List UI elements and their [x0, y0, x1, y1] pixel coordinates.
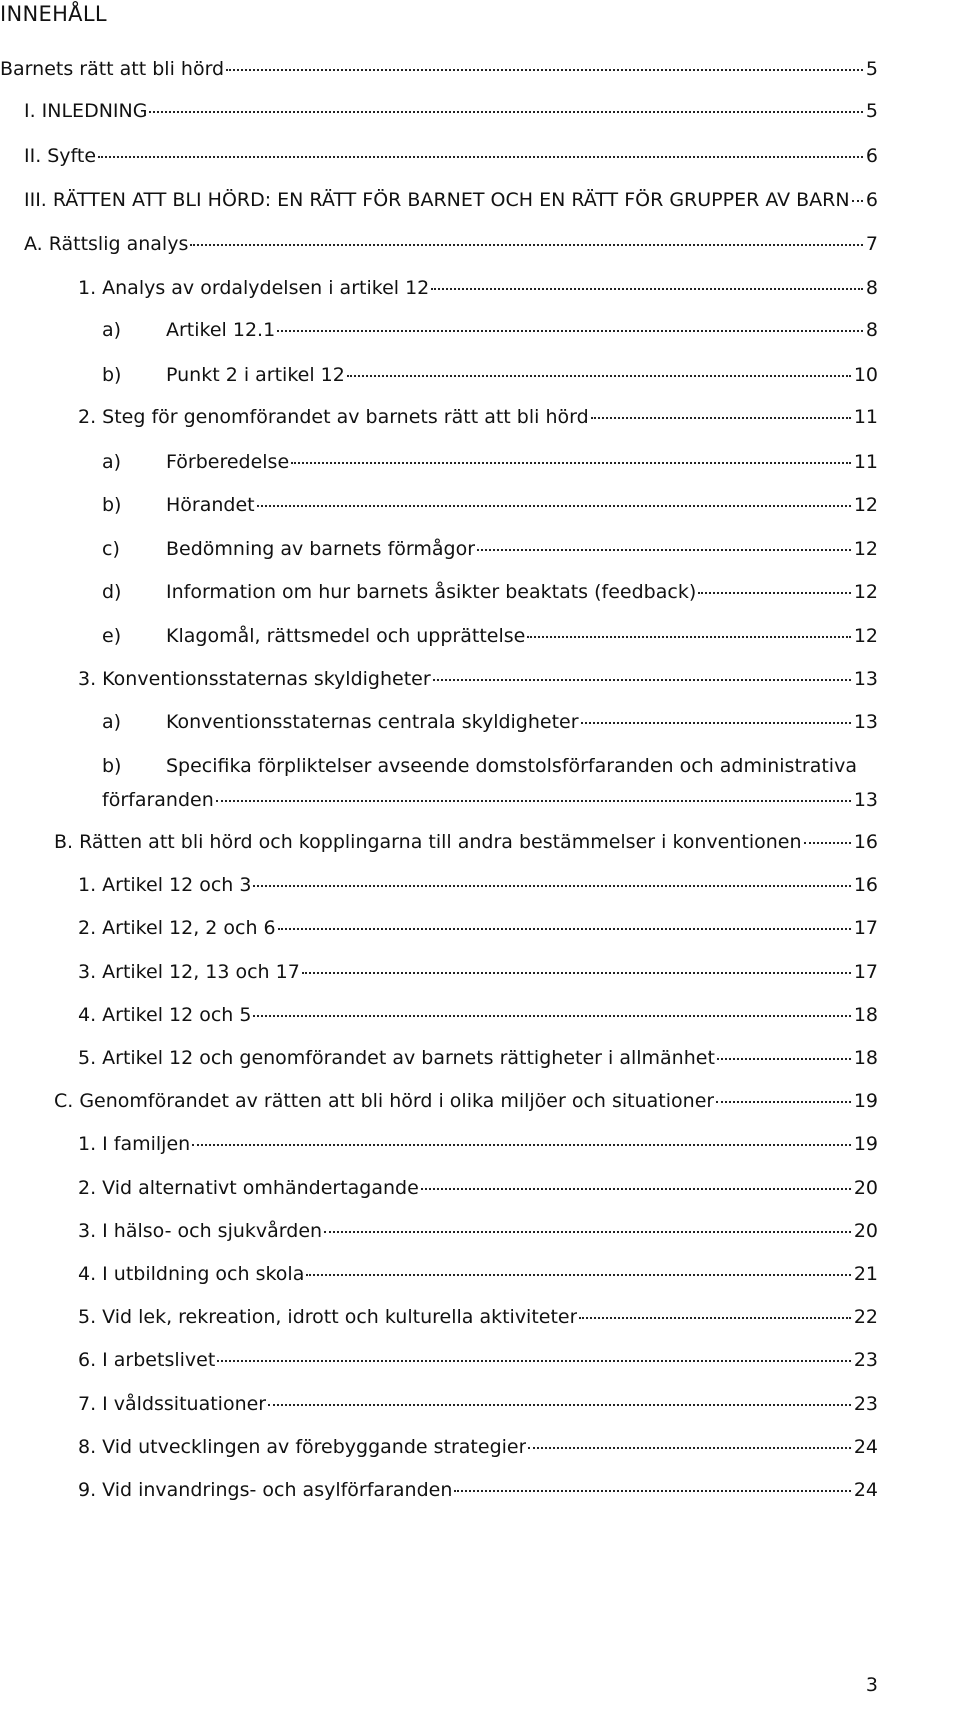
- toc-entry-title: Vid lek, rekreation, idrott och kulturella aktiviteter: [102, 1306, 578, 1328]
- toc-entry-title: Steg för genomförandet av barnets rätt att bli hörd: [102, 406, 589, 428]
- toc-entry-number: 7.: [78, 1393, 97, 1415]
- toc-entry-page: 12: [853, 494, 878, 516]
- toc-entry-number: 2.: [78, 406, 97, 428]
- toc-entry-page: 13: [853, 668, 878, 690]
- toc-entry-page: 13: [853, 789, 878, 811]
- toc-entry-number: 3.: [78, 668, 97, 690]
- toc-entry[interactable]: [78, 1220, 878, 1242]
- toc-entry[interactable]: [78, 668, 878, 690]
- toc-entry-title: Specifika förpliktelser avseende domstolsförfaranden och administrativa: [166, 755, 857, 777]
- toc-entry-title: Vid invandrings- och asylförfaranden: [102, 1479, 453, 1501]
- toc-entry-number: a): [102, 319, 122, 341]
- toc-entry-title: Klagomål, rättsmedel och upprättelse: [166, 625, 526, 647]
- toc-entry-page: 23: [853, 1393, 878, 1415]
- dot-leader: [528, 1447, 850, 1449]
- toc-entry-page: 10: [853, 364, 878, 386]
- toc-entry[interactable]: [78, 961, 878, 983]
- dot-leader: [454, 1490, 850, 1492]
- toc-entry-title: Syfte: [47, 145, 97, 167]
- toc-entry-page: 12: [853, 625, 878, 647]
- dot-leader: [306, 1274, 850, 1276]
- dot-leader: [253, 1015, 850, 1017]
- toc-entry-title: INLEDNING: [41, 100, 148, 122]
- toc-entry-title: Artikel 12, 13 och 17: [102, 961, 300, 983]
- toc-entry[interactable]: [78, 1436, 878, 1458]
- toc-entry-page: 8: [865, 319, 878, 341]
- toc-entry-title: Vid alternativt omhändertagande: [102, 1177, 419, 1199]
- dot-leader: [324, 1231, 851, 1233]
- toc-entry-page: 19: [853, 1133, 878, 1155]
- toc-entry[interactable]: [102, 538, 878, 560]
- toc-entry-title: Artikel 12.1: [166, 319, 276, 341]
- toc-entry-page: 21: [853, 1263, 878, 1285]
- toc-entry-number: 5.: [78, 1047, 97, 1069]
- toc-entry-page: 24: [853, 1479, 878, 1501]
- dot-leader: [226, 69, 863, 71]
- dot-leader: [347, 375, 851, 377]
- toc-entry-number: 3.: [78, 1220, 97, 1242]
- toc-entry[interactable]: [24, 233, 878, 255]
- toc-entry[interactable]: [78, 1263, 878, 1285]
- dot-leader: [192, 1144, 851, 1146]
- dot-leader: [698, 592, 851, 594]
- toc-entry[interactable]: [78, 1047, 878, 1069]
- toc-entry-title: Artikel 12 och 5: [102, 1004, 252, 1026]
- toc-entry-title: Punkt 2 i artikel 12: [166, 364, 345, 386]
- toc-entry-title: Barnets rätt att bli hörd: [0, 58, 225, 80]
- toc-entry[interactable]: [102, 319, 878, 341]
- toc-entry-page: 8: [865, 277, 878, 299]
- toc-entry-number: II.: [24, 145, 42, 167]
- toc-entry-page: 13: [853, 711, 878, 733]
- dot-leader: [149, 111, 862, 113]
- toc-entry[interactable]: [78, 1133, 878, 1155]
- toc-entry-number: a): [102, 451, 122, 473]
- toc-entry-title: Genomförandet av rätten att bli hörd i olika miljöer och situationer: [79, 1090, 715, 1112]
- dot-leader: [431, 288, 863, 290]
- toc-entry[interactable]: [102, 625, 878, 647]
- toc-entry-title: I hälso- och sjukvården: [102, 1220, 323, 1242]
- toc-entry[interactable]: [78, 1306, 878, 1328]
- toc-entry-page: 17: [853, 961, 878, 983]
- toc-entry[interactable]: [102, 755, 878, 811]
- toc-entry[interactable]: [102, 494, 878, 516]
- toc-entry[interactable]: [78, 1393, 878, 1415]
- toc-entry[interactable]: [78, 874, 878, 896]
- toc-entry-number: b): [102, 755, 122, 777]
- toc-entry-page: 6: [865, 145, 878, 167]
- toc-entry-number: 1.: [78, 874, 97, 896]
- toc-entry-page: 20: [853, 1177, 878, 1199]
- dot-leader: [216, 800, 851, 802]
- toc-entry[interactable]: [78, 1004, 878, 1026]
- toc-entry-page: 12: [853, 581, 878, 603]
- toc-entry-title: I familjen: [102, 1133, 191, 1155]
- toc-entry-number: 1.: [78, 277, 97, 299]
- toc-entry[interactable]: [24, 189, 878, 211]
- toc-entry-title: Konventionsstaternas centrala skyldigheter: [166, 711, 579, 733]
- toc-entry-page: 5: [865, 100, 878, 122]
- dot-leader: [579, 1317, 850, 1319]
- dot-leader: [268, 1404, 851, 1406]
- toc-entry-number: a): [102, 711, 122, 733]
- toc-entry-title: Artikel 12, 2 och 6: [102, 917, 276, 939]
- toc-entry-page: 16: [853, 874, 878, 896]
- toc-entry-page: 18: [853, 1004, 878, 1026]
- dot-leader: [527, 636, 850, 638]
- dot-leader: [277, 330, 863, 332]
- toc-entry-page: 6: [865, 189, 878, 211]
- dot-leader: [852, 200, 863, 202]
- toc-entry-title: I utbildning och skola: [102, 1263, 305, 1285]
- toc-entry-number: 4.: [78, 1004, 97, 1026]
- toc-entry-number: C.: [54, 1090, 74, 1112]
- toc-entry-number: d): [102, 581, 122, 603]
- toc-entry-number: I.: [24, 100, 36, 122]
- toc-entry-title: I arbetslivet: [102, 1349, 216, 1371]
- toc-entry-title: Artikel 12 och genomförandet av barnets rättigheter i allmänhet: [102, 1047, 715, 1069]
- toc-entry-title: RÄTTEN ATT BLI HÖRD: EN RÄTT FÖR BARNET OCH EN RÄTT FÖR GRUPPER AV BARN: [52, 189, 850, 211]
- dot-leader: [302, 972, 851, 974]
- toc-entry-title: Rätten att bli hörd och kopplingarna till andra bestämmelser i konventionen: [79, 831, 802, 853]
- toc-entry-number: 6.: [78, 1349, 97, 1371]
- toc-entry[interactable]: [102, 581, 878, 603]
- page-number: 3: [865, 1674, 878, 1696]
- dot-leader: [291, 462, 851, 464]
- toc-entry-title-continued: förfaranden: [102, 789, 214, 811]
- dot-leader: [591, 417, 851, 419]
- toc-entry[interactable]: [102, 451, 878, 473]
- toc-entry[interactable]: [0, 58, 878, 80]
- toc-entry-page: 11: [853, 406, 878, 428]
- toc-entry-page: 12: [853, 538, 878, 560]
- toc-entry-number: A.: [24, 233, 43, 255]
- toc-entry-page: 18: [853, 1047, 878, 1069]
- toc-entry[interactable]: [102, 711, 878, 733]
- toc-entry-number: III.: [24, 189, 47, 211]
- toc-entry[interactable]: [54, 1090, 878, 1112]
- dot-leader: [433, 679, 851, 681]
- toc-entry-title: Rättslig analys: [48, 233, 189, 255]
- toc-entry[interactable]: [78, 917, 878, 939]
- toc-entry[interactable]: [102, 364, 878, 386]
- dot-leader: [717, 1058, 851, 1060]
- toc-entry-number: c): [102, 538, 120, 560]
- toc-entry-page: 16: [853, 831, 878, 853]
- toc-entry[interactable]: [78, 1479, 878, 1501]
- dot-leader: [421, 1188, 851, 1190]
- toc-entry-number: e): [102, 625, 122, 647]
- toc-entry-page: 5: [865, 58, 878, 80]
- toc-entry-number: 8.: [78, 1436, 97, 1458]
- dot-leader: [98, 156, 863, 158]
- toc-entry-page: 20: [853, 1220, 878, 1242]
- toc-entry-number: 1.: [78, 1133, 97, 1155]
- dot-leader: [716, 1101, 851, 1103]
- toc-entry-title: Analys av ordalydelsen i artikel 12: [102, 277, 430, 299]
- toc-entry-page: 7: [865, 233, 878, 255]
- toc-entry-title: Artikel 12 och 3: [102, 874, 252, 896]
- dot-leader: [581, 722, 851, 724]
- toc-entry[interactable]: [78, 406, 878, 428]
- toc-entry-number: 5.: [78, 1306, 97, 1328]
- dot-leader: [190, 244, 863, 246]
- dot-leader: [278, 928, 851, 930]
- toc-entry-number: 3.: [78, 961, 97, 983]
- toc-entry[interactable]: [78, 1349, 878, 1371]
- toc-entry-page: 19: [853, 1090, 878, 1112]
- toc-entry-number: 9.: [78, 1479, 97, 1501]
- toc-entry-title: Vid utvecklingen av förebyggande strategier: [102, 1436, 527, 1458]
- toc-entry-title: Förberedelse: [166, 451, 290, 473]
- toc-entry-title: Hörandet: [166, 494, 255, 516]
- toc-entry[interactable]: [54, 831, 878, 853]
- toc-entry-title: I våldssituationer: [102, 1393, 267, 1415]
- page-title: INNEHÅLL: [0, 2, 107, 26]
- toc-entry-title: Information om hur barnets åsikter beaktats (feedback): [166, 581, 697, 603]
- dot-leader: [253, 885, 850, 887]
- toc-entry[interactable]: [24, 100, 878, 122]
- dot-leader: [217, 1360, 851, 1362]
- toc-entry-number: b): [102, 364, 122, 386]
- toc-entry-title: Bedömning av barnets förmågor: [166, 538, 476, 560]
- toc-entry-page: 11: [853, 451, 878, 473]
- toc-entry[interactable]: [78, 1177, 878, 1199]
- dot-leader: [257, 505, 851, 507]
- toc-entry[interactable]: [24, 145, 878, 167]
- toc-entry-number: 2.: [78, 917, 97, 939]
- dot-leader: [804, 842, 851, 844]
- toc-entry-number: 2.: [78, 1177, 97, 1199]
- toc-entry-page: 23: [853, 1349, 878, 1371]
- toc-entry-title: Konventionsstaternas skyldigheter: [102, 668, 431, 690]
- toc-entry[interactable]: [78, 277, 878, 299]
- toc-entry-page: 22: [853, 1306, 878, 1328]
- toc-entry-number: b): [102, 494, 122, 516]
- toc-entry-page: 17: [853, 917, 878, 939]
- toc-entry-number: 4.: [78, 1263, 97, 1285]
- dot-leader: [477, 549, 851, 551]
- toc-entry-page: 24: [853, 1436, 878, 1458]
- toc-entry-number: B.: [54, 831, 74, 853]
